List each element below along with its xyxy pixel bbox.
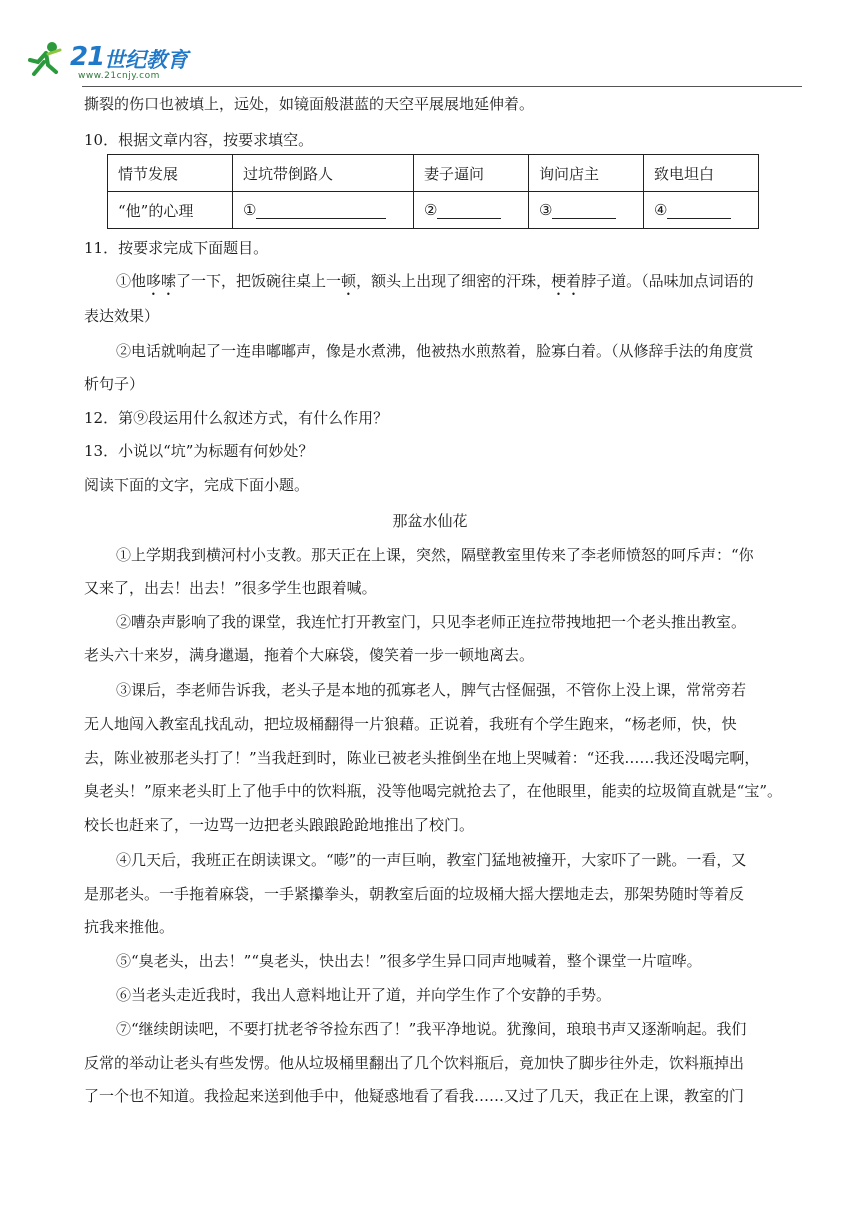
table-cell: 致电坦白 xyxy=(644,155,759,192)
question-11-item-1 xyxy=(116,270,754,299)
page-header xyxy=(24,38,784,88)
paragraph-line: ⑦“继续朗读吧，不要打扰老爷爷捡东西了！”我平净地说。犹豫间，琅琅书声又逐渐响起。我们 xyxy=(116,1020,747,1038)
answer-cell[interactable] xyxy=(529,192,644,229)
logo-number: 21 xyxy=(70,42,105,72)
text-span: ①他 xyxy=(116,272,147,290)
question-10: 10．根据文章内容，按要求填空。 xyxy=(84,131,314,149)
paragraph-line: 无人地闯入教室乱找乱动，把垃圾桶翻得一片狼藉。正说着，我班有个学生跑来，“杨老师，快，快 xyxy=(84,715,737,733)
blank-number: ③ xyxy=(539,201,553,219)
table-row xyxy=(108,192,759,229)
table-cell: 妻子逼问 xyxy=(414,155,529,192)
reading-intro: 阅读下面的文字，完成下面小题。 xyxy=(84,476,310,494)
emphasized-word: 哆嗦 xyxy=(146,272,177,290)
table-cell: 询问店主 xyxy=(529,155,644,192)
table-cell: “他”的心理 xyxy=(108,192,233,229)
answer-cell[interactable] xyxy=(414,192,529,229)
answer-cell[interactable] xyxy=(644,192,759,229)
table-row xyxy=(108,155,759,192)
blank-number: ② xyxy=(424,201,438,219)
paragraph-line: ②嘈杂声影响了我的课堂，我连忙打开教室门，只见李老师正连拉带拽地把一个老头推出教室。 xyxy=(116,613,747,631)
table-cell: 过坑带倒路人 xyxy=(233,155,414,192)
text-span: 了一下，把饭碗往桌上一 xyxy=(176,272,342,290)
text-span: ，额头上出现了细密的汗珠， xyxy=(356,272,552,290)
logo-text: 世纪教育 xyxy=(104,48,188,72)
table-cell: 情节发展 xyxy=(108,155,233,192)
text-line: 撕裂的伤口也被填上，远处，如镜面般湛蓝的天空平展展地延伸着。 xyxy=(84,95,535,113)
answer-blank[interactable] xyxy=(667,202,731,219)
answer-blank[interactable] xyxy=(437,202,501,219)
text-line: 析句子） xyxy=(84,375,145,393)
emphasized-word: 顿 xyxy=(341,272,357,290)
answer-blank[interactable] xyxy=(256,202,386,219)
paragraph-line: ⑥当老头走近我时，我出人意料地让开了道，并向学生作了个安静的手势。 xyxy=(116,986,612,1004)
question-13: 13．小说以“坑”为标题有何妙处？ xyxy=(84,442,314,460)
text-line: 表达效果） xyxy=(84,307,160,325)
blank-number: ④ xyxy=(654,201,668,219)
paragraph-line: 去，陈业被那老头打了！”当我赶到时，陈业已被老头推倒坐在地上哭喊着：“还我……我还没喝完啊， xyxy=(84,749,760,767)
question-11: 11．按要求完成下面题目。 xyxy=(84,239,269,257)
paragraph-line: 反常的举动让老头有些发愣。他从垃圾桶里翻出了几个饮料瓶后，竟加快了脚步往外走，饮料瓶掉出 xyxy=(84,1054,745,1072)
site-logo[interactable] xyxy=(24,38,194,82)
question-11-item-2: ②电话就响起了一连串嘟嘟声，像是水煮沸，他被热水煎熬着，脸寡白着。（从修辞手法的角度赏 xyxy=(116,342,754,360)
paragraph-line: 校长也赶来了，一边骂一边把老头踉踉跄跄地推出了校门。 xyxy=(84,816,475,834)
answer-blank[interactable] xyxy=(552,202,616,219)
question-12: 12．第⑨段运用什么叙述方式，有什么作用？ xyxy=(84,409,389,427)
header-divider xyxy=(82,86,802,87)
paragraph-line: 抗我来推他。 xyxy=(84,918,175,936)
paragraph-line: 老头六十来岁，满身邋遢，拖着个大麻袋，傻笑着一步一顿地离去。 xyxy=(84,646,535,664)
blank-number: ① xyxy=(243,201,257,219)
paragraph-line: ⑤“臭老头，出去！”“臭老头，快出去！”很多学生异口同声地喊着，整个课堂一片喧哗。 xyxy=(116,952,702,970)
text-span: 脖子道。（品味加点词语的 xyxy=(581,272,754,290)
paragraph-line: 又来了，出去！出去！”很多学生也跟着喊。 xyxy=(84,579,377,597)
paragraph-line: 是那老头。一手拖着麻袋，一手紧攥拳头，朝教室后面的垃圾桶大摇大摆地走去，那架势随时等着反 xyxy=(84,885,745,903)
paragraph-line: 了一个也不知道。我捡起来送到他手中，他疑惑地看了看我……又过了几天，我正在上课，教室的门 xyxy=(84,1087,745,1105)
runner-logo-icon xyxy=(24,40,64,80)
emphasized-word: 梗着 xyxy=(551,272,582,290)
passage-title: 那盆水仙花 xyxy=(392,512,468,530)
paragraph-line: 臭老头！”原来老头盯上了他手中的饮料瓶，没等他喝完就抢去了，在他眼里，能卖的垃圾简直就是“宝”。 xyxy=(84,782,783,800)
paragraph-line: ④几天后，我班正在朗读课文。“嘭”的一声巨响，教室门猛地被撞开，大家吓了一跳。一看，又 xyxy=(116,851,747,869)
answer-cell[interactable] xyxy=(233,192,414,229)
paragraph-line: ③课后，李老师告诉我，老头子是本地的孤寡老人，脾气古怪倔强，不管你上没上课，常常旁若 xyxy=(116,681,747,699)
paragraph-line: ①上学期我到横河村小支教。那天正在上课，突然，隔壁教室里传来了李老师愤怒的呵斥声：“你 xyxy=(116,546,754,564)
logo-url: www.21cnjy.com xyxy=(78,71,160,81)
plot-psychology-table xyxy=(107,154,759,229)
